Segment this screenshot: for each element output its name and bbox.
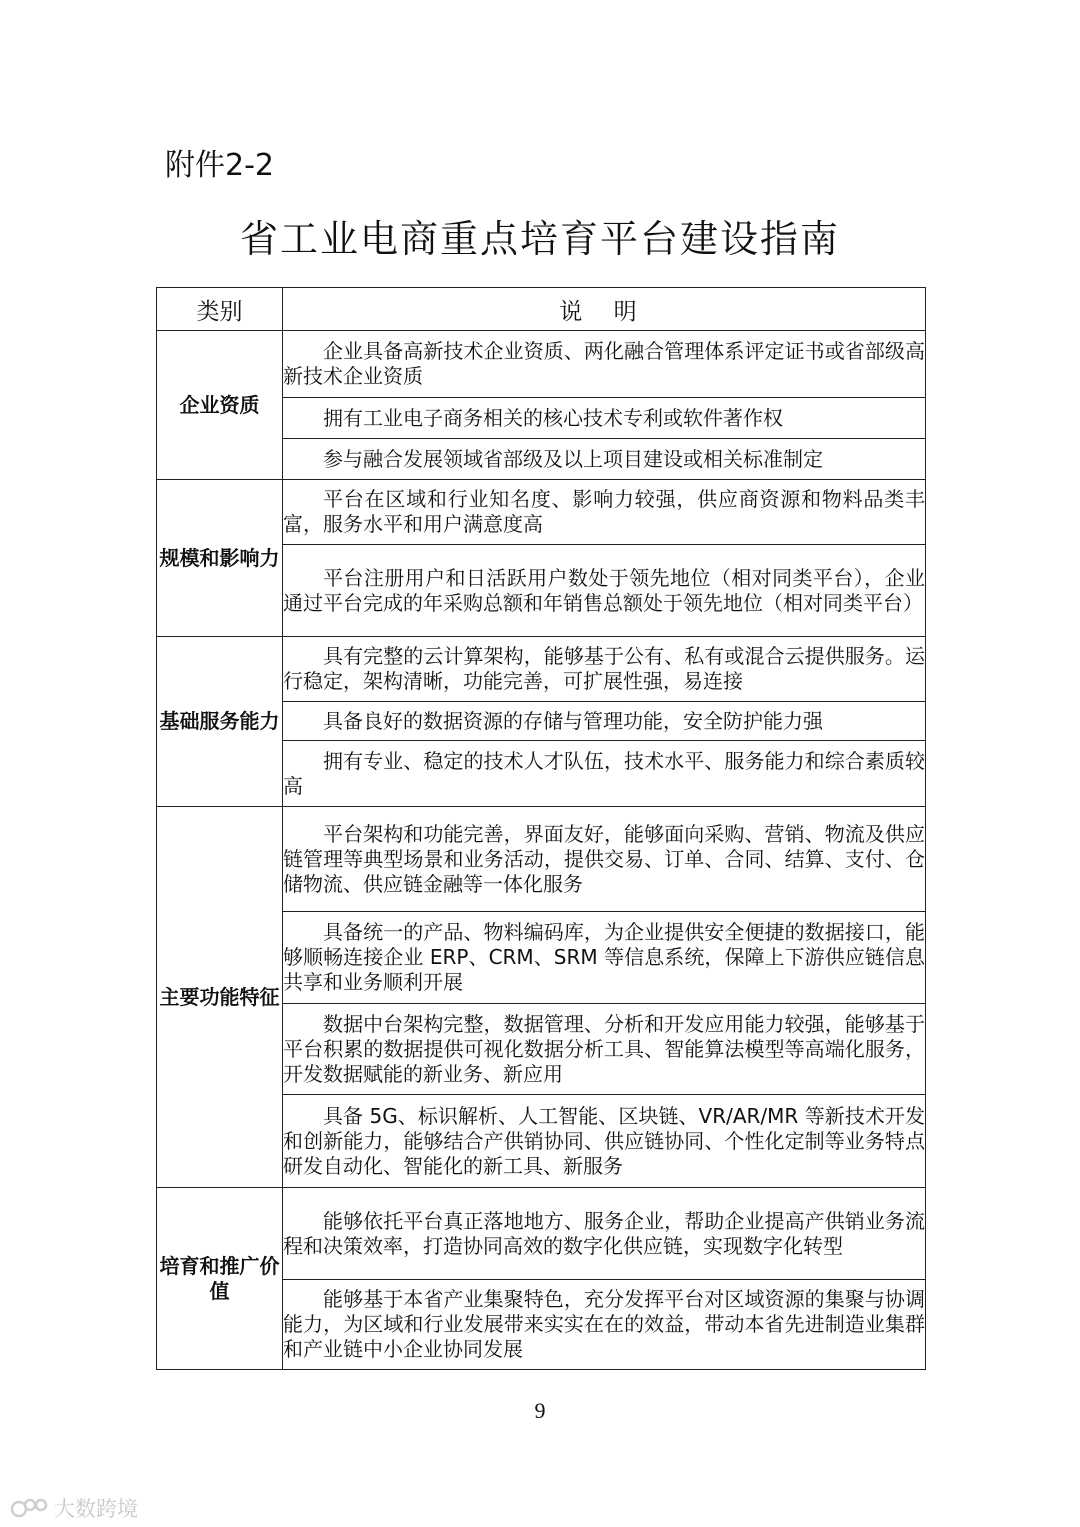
document-title: 省工业电商重点培育平台建设指南 xyxy=(239,217,840,261)
header-description: 说 明 xyxy=(283,288,926,331)
attachment-label: 附件2-2 xyxy=(165,148,274,183)
watermark-text: 大数跨境 xyxy=(54,1497,138,1521)
table-row xyxy=(157,331,926,398)
category-cell: 基础服务能力 xyxy=(157,637,283,807)
description-cell: 具备统一的产品、物料编码库，为企业提供安全便捷的数据接口，能够顺畅连接企业 ERP、CRM、SRM 等信息系统，保障上下游供应链信息共享和业务顺利开展 xyxy=(283,912,926,1004)
table-row xyxy=(157,807,926,912)
description-cell: 具备 5G、标识解析、人工智能、区块链、VR/AR/MR 等新技术开发和创新能力，能够结合产供销协同、供应链协同、个性化定制等业务特点研发自动化、智能化的新工具、新服务 xyxy=(283,1095,926,1188)
description-cell: 平台架构和功能完善，界面友好，能够面向采购、营销、物流及供应链管理等典型场景和业务活动，提供交易、订单、合同、结算、支付、仓储物流、供应链金融等一体化服务 xyxy=(283,807,926,912)
guide-table xyxy=(156,287,926,1370)
watermark xyxy=(10,1493,138,1523)
category-cell: 培育和推广价值 xyxy=(157,1188,283,1370)
category-cell: 主要功能特征 xyxy=(157,807,283,1188)
description-cell: 参与融合发展领域省部级及以上项目建设或相关标准制定 xyxy=(283,439,926,480)
description-cell: 平台注册用户和日活跃用户数处于领先地位（相对同类平台），企业通过平台完成的年采购总额和年销售总额处于领先地位（相对同类平台） xyxy=(283,545,926,637)
description-cell: 能够依托平台真正落地地方、服务企业，帮助企业提高产供销业务流程和决策效率，打造协同高效的数字化供应链，实现数字化转型 xyxy=(283,1188,926,1280)
category-cell: 规模和影响力 xyxy=(157,480,283,637)
category-cell: 企业资质 xyxy=(157,331,283,480)
description-cell: 具有完整的云计算架构，能够基于公有、私有或混合云提供服务。运行稳定，架构清晰，功能完善，可扩展性强，易连接 xyxy=(283,637,926,702)
table-row xyxy=(157,480,926,545)
page-number: 9 xyxy=(534,1398,546,1423)
description-cell: 数据中台架构完整，数据管理、分析和开发应用能力较强，能够基于平台积累的数据提供可视化数据分析工具、智能算法模型等高端化服务，开发数据赋能的新业务、新应用 xyxy=(283,1004,926,1095)
watermark-logo-icon xyxy=(10,1497,50,1519)
description-cell: 企业具备高新技术企业资质、两化融合管理体系评定证书或省部级高新技术企业资质 xyxy=(283,331,926,398)
description-cell: 具备良好的数据资源的存储与管理功能，安全防护能力强 xyxy=(283,702,926,741)
description-cell: 拥有专业、稳定的技术人才队伍，技术水平、服务能力和综合素质较高 xyxy=(283,741,926,807)
table-header-row xyxy=(157,288,926,331)
table-row xyxy=(157,1188,926,1280)
header-category: 类别 xyxy=(157,288,283,331)
description-cell: 能够基于本省产业集聚特色，充分发挥平台对区域资源的集聚与协调能力，为区域和行业发展带来实实在在的效益，带动本省先进制造业集群和产业链中小企业协同发展 xyxy=(283,1280,926,1370)
table-row xyxy=(157,637,926,702)
description-cell: 平台在区域和行业知名度、影响力较强，供应商资源和物料品类丰富，服务水平和用户满意度高 xyxy=(283,480,926,545)
description-cell: 拥有工业电子商务相关的核心技术专利或软件著作权 xyxy=(283,398,926,439)
